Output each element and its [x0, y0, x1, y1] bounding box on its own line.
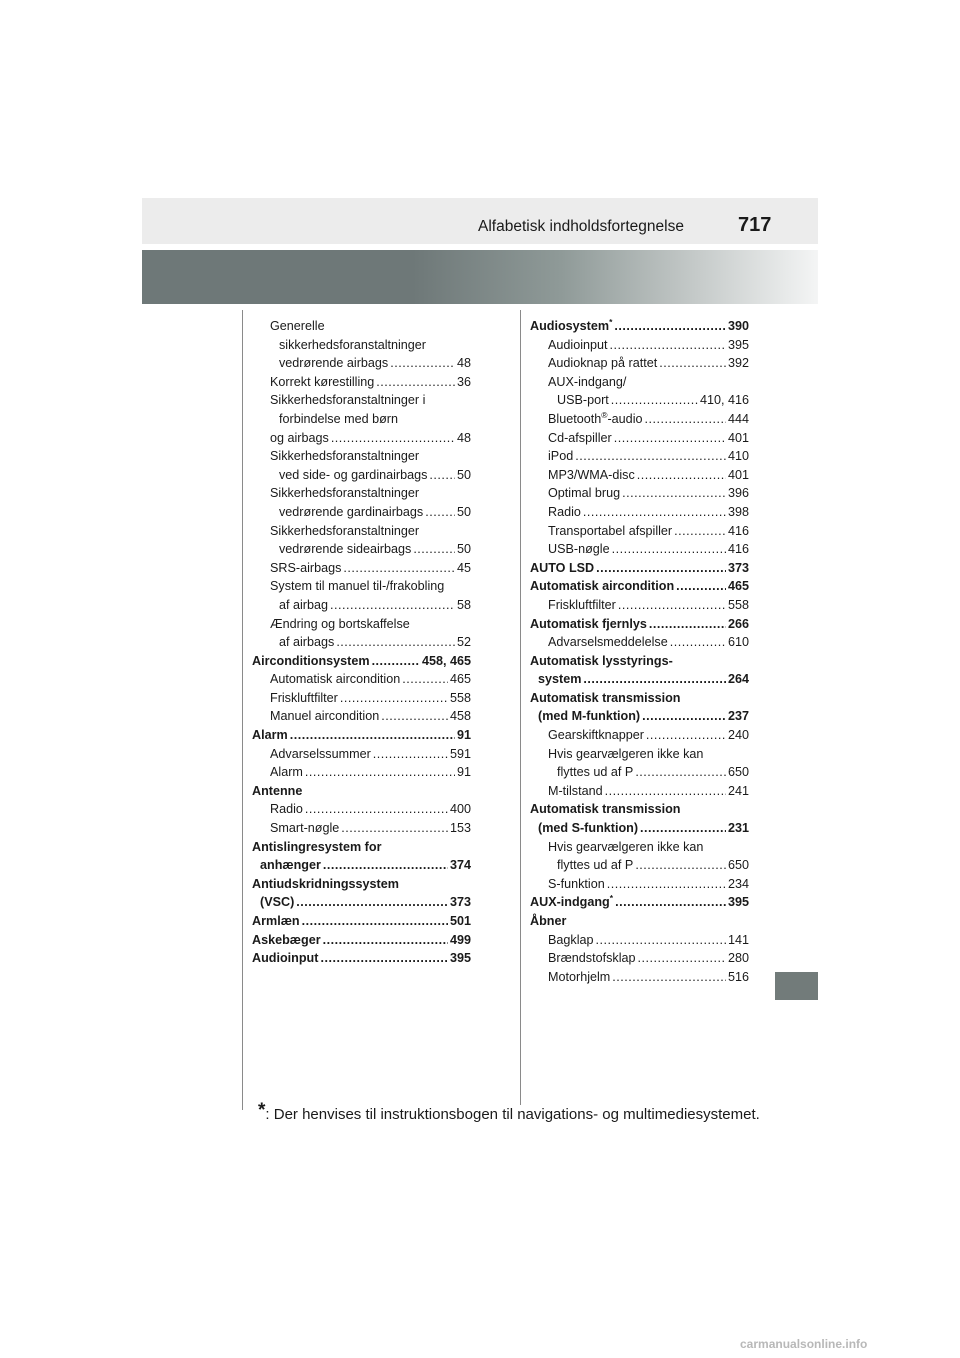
index-entry: Askebæger ..... 499	[252, 931, 471, 950]
index-entry: AUTO LSD ..... 373	[530, 559, 749, 578]
index-line: sikkerhedsforanstaltninger	[279, 337, 427, 352]
index-entry: og airbags ..... 48	[252, 429, 471, 448]
index-entry: Armlæn ..... 501	[252, 912, 471, 931]
index-line: forbindelse med børn	[279, 411, 399, 426]
index-entry: SRS-airbags ..... 45	[252, 559, 471, 578]
section-tab	[775, 972, 818, 1000]
index-entry: Alarm ..... 91	[252, 726, 471, 745]
index-line: Automatisk transmission	[530, 802, 681, 817]
index-entry: Cd-afspiller ..... 401	[530, 429, 749, 448]
column-divider-left	[242, 310, 243, 1110]
index-entry: USB-port ..... 410, 416	[530, 391, 749, 410]
index-line: Ændring og bortskaffelse	[270, 616, 410, 631]
index-entry: (med M-funktion) ..... 237	[530, 707, 749, 726]
index-entry: anhænger ..... 374	[252, 856, 471, 875]
index-entry: (med S-funktion) ..... 231	[530, 819, 749, 838]
index-line: Hvis gearvælgeren ikke kan	[548, 839, 704, 854]
index-entry: Manuel aircondition ..... 458	[252, 707, 471, 726]
column-divider-middle	[520, 310, 521, 1105]
index-entry: Automatisk aircondition ..... 465	[252, 670, 471, 689]
index-entry: Automatisk aircondition ..... 465	[530, 577, 749, 596]
index-entry: (VSC) ..... 373	[252, 893, 471, 912]
index-entry: Brændstofsklap ..... 280	[530, 949, 749, 968]
index-entry: Friskluftfilter ..... 558	[530, 596, 749, 615]
index-entry: Advarselsmeddelelse ..... 610	[530, 633, 749, 652]
header-title: Alfabetisk indholdsfortegnelse	[478, 218, 684, 235]
index-entry: Transportabel afspiller ..... 416	[530, 522, 749, 541]
index-line: Antenne	[252, 783, 303, 798]
index-entry: Audiosystem* ..... 390	[530, 317, 749, 336]
footnote-text: : Der henvises til instruktionsbogen til navigations- og multimediesystemet.	[265, 1106, 760, 1123]
index-line: Hvis gearvælgeren ikke kan	[548, 746, 704, 761]
index-entry: M-tilstand ..... 241	[530, 782, 749, 801]
index-entry: Korrekt kørestilling ..... 36	[252, 373, 471, 392]
index-entry: AUX-indgang* ..... 395	[530, 893, 749, 912]
index-entry: Motorhjelm ..... 516	[530, 968, 749, 987]
index-entry: S-funktion ..... 234	[530, 875, 749, 894]
index-entry: flyttes ud af P ..... 650	[530, 763, 749, 782]
left-index-column	[252, 317, 471, 968]
index-entry: Friskluftfilter ..... 558	[252, 689, 471, 708]
watermark[interactable]: carmanualsonline.info	[740, 1337, 868, 1351]
index-entry: Bluetooth®-audio ..... 444	[530, 410, 749, 429]
index-entry: Advarselssummer ..... 591	[252, 745, 471, 764]
index-line: Sikkerhedsforanstaltninger i	[270, 393, 426, 408]
index-entry: iPod ..... 410	[530, 447, 749, 466]
index-line: System til manuel til-/frakobling	[270, 579, 445, 594]
index-entry: Bagklap ..... 141	[530, 931, 749, 950]
index-entry: Radio ..... 400	[252, 800, 471, 819]
index-line: Antiudskridningssystem	[252, 876, 399, 891]
index-entry: Radio ..... 398	[530, 503, 749, 522]
index-entry: Gearskiftknapper ..... 240	[530, 726, 749, 745]
index-entry: Alarm ..... 91	[252, 763, 471, 782]
index-entry: af airbags ..... 52	[252, 633, 471, 652]
index-entry: Smart-nøgle ..... 153	[252, 819, 471, 838]
index-line: Automatisk lysstyrings-	[530, 653, 673, 668]
page-number: 717	[738, 214, 772, 236]
index-line: Generelle	[270, 319, 325, 333]
index-line: Antislingresystem for	[252, 839, 382, 854]
index-entry: MP3/WMA-disc ..... 401	[530, 466, 749, 485]
index-entry: Audioinput ..... 395	[252, 949, 471, 968]
header-banner	[142, 250, 818, 304]
index-line: AUX-indgang/	[548, 374, 627, 389]
footnote-star: *	[258, 1100, 266, 1121]
index-entry: Airconditionsystem ..... 458, 465	[252, 652, 471, 671]
index-entry: Automatisk fjernlys ..... 266	[530, 615, 749, 634]
right-index-column	[530, 317, 749, 986]
index-line: Åbner	[530, 914, 567, 928]
index-line: Automatisk transmission	[530, 690, 681, 705]
index-entry: ved side- og gardinairbags ..... 50	[252, 466, 471, 485]
index-entry: system ..... 264	[530, 670, 749, 689]
index-entry: flyttes ud af P ..... 650	[530, 856, 749, 875]
index-line: Sikkerhedsforanstaltninger	[270, 486, 420, 501]
footnote	[258, 1100, 760, 1123]
index-entry: vedrørende airbags ..... 48	[252, 354, 471, 373]
index-entry: af airbag ..... 58	[252, 596, 471, 615]
index-entry: vedrørende gardinairbags ..... 50	[252, 503, 471, 522]
index-line: Sikkerhedsforanstaltninger	[270, 523, 420, 538]
index-entry: Audioinput ..... 395	[530, 336, 749, 355]
index-entry: Optimal brug ..... 396	[530, 484, 749, 503]
index-entry: USB-nøgle ..... 416	[530, 540, 749, 559]
index-line: Sikkerhedsforanstaltninger	[270, 449, 420, 464]
index-entry: Audioknap på rattet ..... 392	[530, 354, 749, 373]
index-entry: vedrørende sideairbags ..... 50	[252, 540, 471, 559]
